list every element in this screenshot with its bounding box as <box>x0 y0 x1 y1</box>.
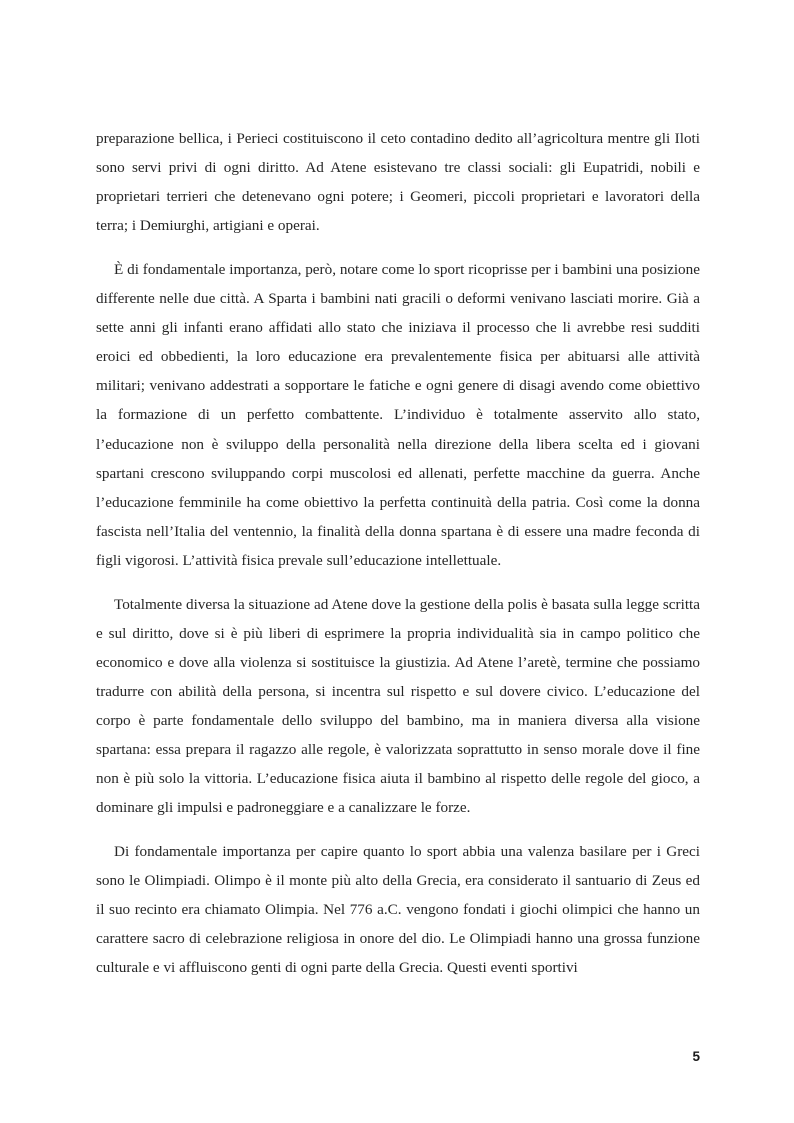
paragraph-continuation: preparazione bellica, i Perieci costituiscono il ceto contadino dedito all’agricoltura mentre gli Iloti sono servi privi di ogni diritto. Ad Atene esistevano tre classi sociali: gli Eupatridi, nobili e proprietari terrieri che detenevano ogni potere; i Geomeri, piccoli proprietari e lavoratori della terra; i Demiurghi, artigiani e operai. <box>96 130 700 235</box>
page-number: 5 <box>692 1049 700 1064</box>
paragraph-olympics: Di fondamentale importanza per capire quanto lo sport abbia una valenza basilare per i Greci sono le Olimpiadi. Olimpo è il monte più alto della Grecia, era considerato il santuario di Zeus ed il suo recinto era chiamato Olimpia. Nel 776 a.C. vengono fondati i giochi olimpici che hanno un carattere sacro di celebrazione religiosa in onore del dio. Le Olimpiadi hanno una grossa funzione culturale e vi affluiscono genti di ogni parte della Grecia. Questi eventi sportivi <box>96 842 700 977</box>
paragraph-sparta-education: È di fondamentale importanza, però, notare come lo sport ricoprisse per i bambini una posizione differente nelle due città. A Sparta i bambini nati gracili o deformi venivano lasciati morire. Già a sette anni gli infanti erano affidati allo stato che iniziava il processo che li avrebbe resi sudditi eroici ed obbedienti, la loro educazione era prevalentemente fisica per abituarsi alle attività militari; venivano addestrati a sopportare le fatiche e ogni genere di disagi avendo come obiettivo la formazione di un perfetto combattente. L’individuo è totalmente asservito allo stato, l’educazione non è sviluppo della personalità nella direzione della libera scelta ed i giovani spartani crescono sviluppando corpi muscolosi ed allenati, perfette macchine da guerra. Anche l’educazione femminile ha come obiettivo la perfetta continuità della patria. Così come la donna fascista nell’Italia del ventennio, la finalità della donna spartana è di essere una madre feconda di figli vigorosi. L’attività fisica prevale sull’educazione intellettuale. <box>96 260 700 569</box>
body-text <box>96 124 700 997</box>
paragraph-athens-education: Totalmente diversa la situazione ad Atene dove la gestione della polis è basata sulla legge scritta e sul diritto, dove si è più liberi di esprimere la propria individualità sia in campo politico che economico e dove alla violenza si sostituisce la giustizia. Ad Atene l’aretè, termine che possiamo tradurre con abilità della persona, si incentra sul rispetto e sul dovere civico. L’educazione del corpo è parte fondamentale dello sviluppo del bambino, ma in maniera diversa alla visione spartana: essa prepara il ragazzo alle regole, è valorizzata soprattutto in senso morale dove il fine non è più solo la vittoria. L’educazione fisica aiuta il bambino al rispetto delle regole del gioco, a dominare gli impulsi e padroneggiare e a canalizzare le forze. <box>96 595 700 817</box>
